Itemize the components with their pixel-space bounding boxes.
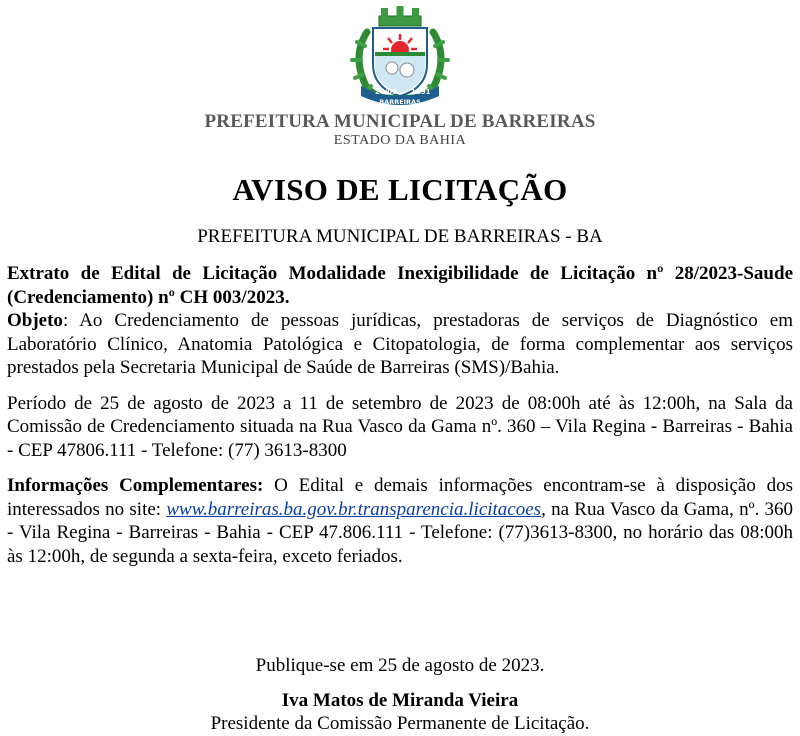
notice-body [7,262,793,568]
object-text: : Ao Credenciamento de pessoas jurídicas, prestadoras de serviços de Diagnóstico em Laboratório Clínico, Anatomia Patológica e Citopatologia, de forma complementar aos serviços prestados pela Secretaria Municipal de Saúde de Barreiras (SMS)/Bahia. [7,310,793,378]
crest-date-right: 1891 [411,88,431,96]
edital-extract: Extrato de Edital de Licitação Modalidade Inexigibilidade de Licitação nº 28/2023-Saude (Credenciamento) nº CH 003/2023. [7,263,793,308]
signer-name: Iva Matos de Miranda Vieira [281,689,519,711]
signature-block [0,654,800,736]
publish-date: Publique-se em 25 de agosto de 2023. [255,655,545,676]
crest-banner: BARREIRAS [379,98,421,106]
info-paragraph: Informações Complementares: O Edital e demais informações encontram-se à disposição dos interessados no site: www.barreiras.ba.gov.br.transparencia.licitacoes, na Rua Vasco da Gama, nº. 360 - Vila Regina - Barreiras - Bahia - CEP 47.806.111 - Telefone: (77)3613-8300, no horário das 08:00h às 12:00h, de segunda a sexta-feira, exceto feriados. [7,475,794,567]
crest-date-left: 26/05 [375,88,398,96]
municipal-coat-of-arms-icon [345,2,455,110]
signer-role: Presidente da Comissão Permanente de Licitação. [210,713,590,734]
org-name: PREFEITURA MUNICIPAL DE BARREIRAS [204,111,596,132]
notice-subtitle: PREFEITURA MUNICIPAL DE BARREIRAS - BA [197,226,603,247]
period-paragraph: Período de 25 de agosto de 2023 a 11 de setembro de 2023 de 08:00h até às 12:00h, na Sala da Comissão de Credenciamento situada na Rua Vasco da Gama nº. 360 – Vila Regina - Barreiras - Bahia - CEP 47806.111 - Telefone: (77) 3613-8300 [7,392,793,461]
info-label: Informações Complementares: [7,475,264,496]
object-paragraph [7,309,793,380]
object-label: Objeto [7,310,63,331]
state-name: ESTADO DA BAHIA [333,133,467,148]
transparency-link[interactable]: www.barreiras.ba.gov.br.transparencia.licitacoes [166,498,542,520]
notice-title: AVISO DE LICITAÇÃO [232,172,568,207]
